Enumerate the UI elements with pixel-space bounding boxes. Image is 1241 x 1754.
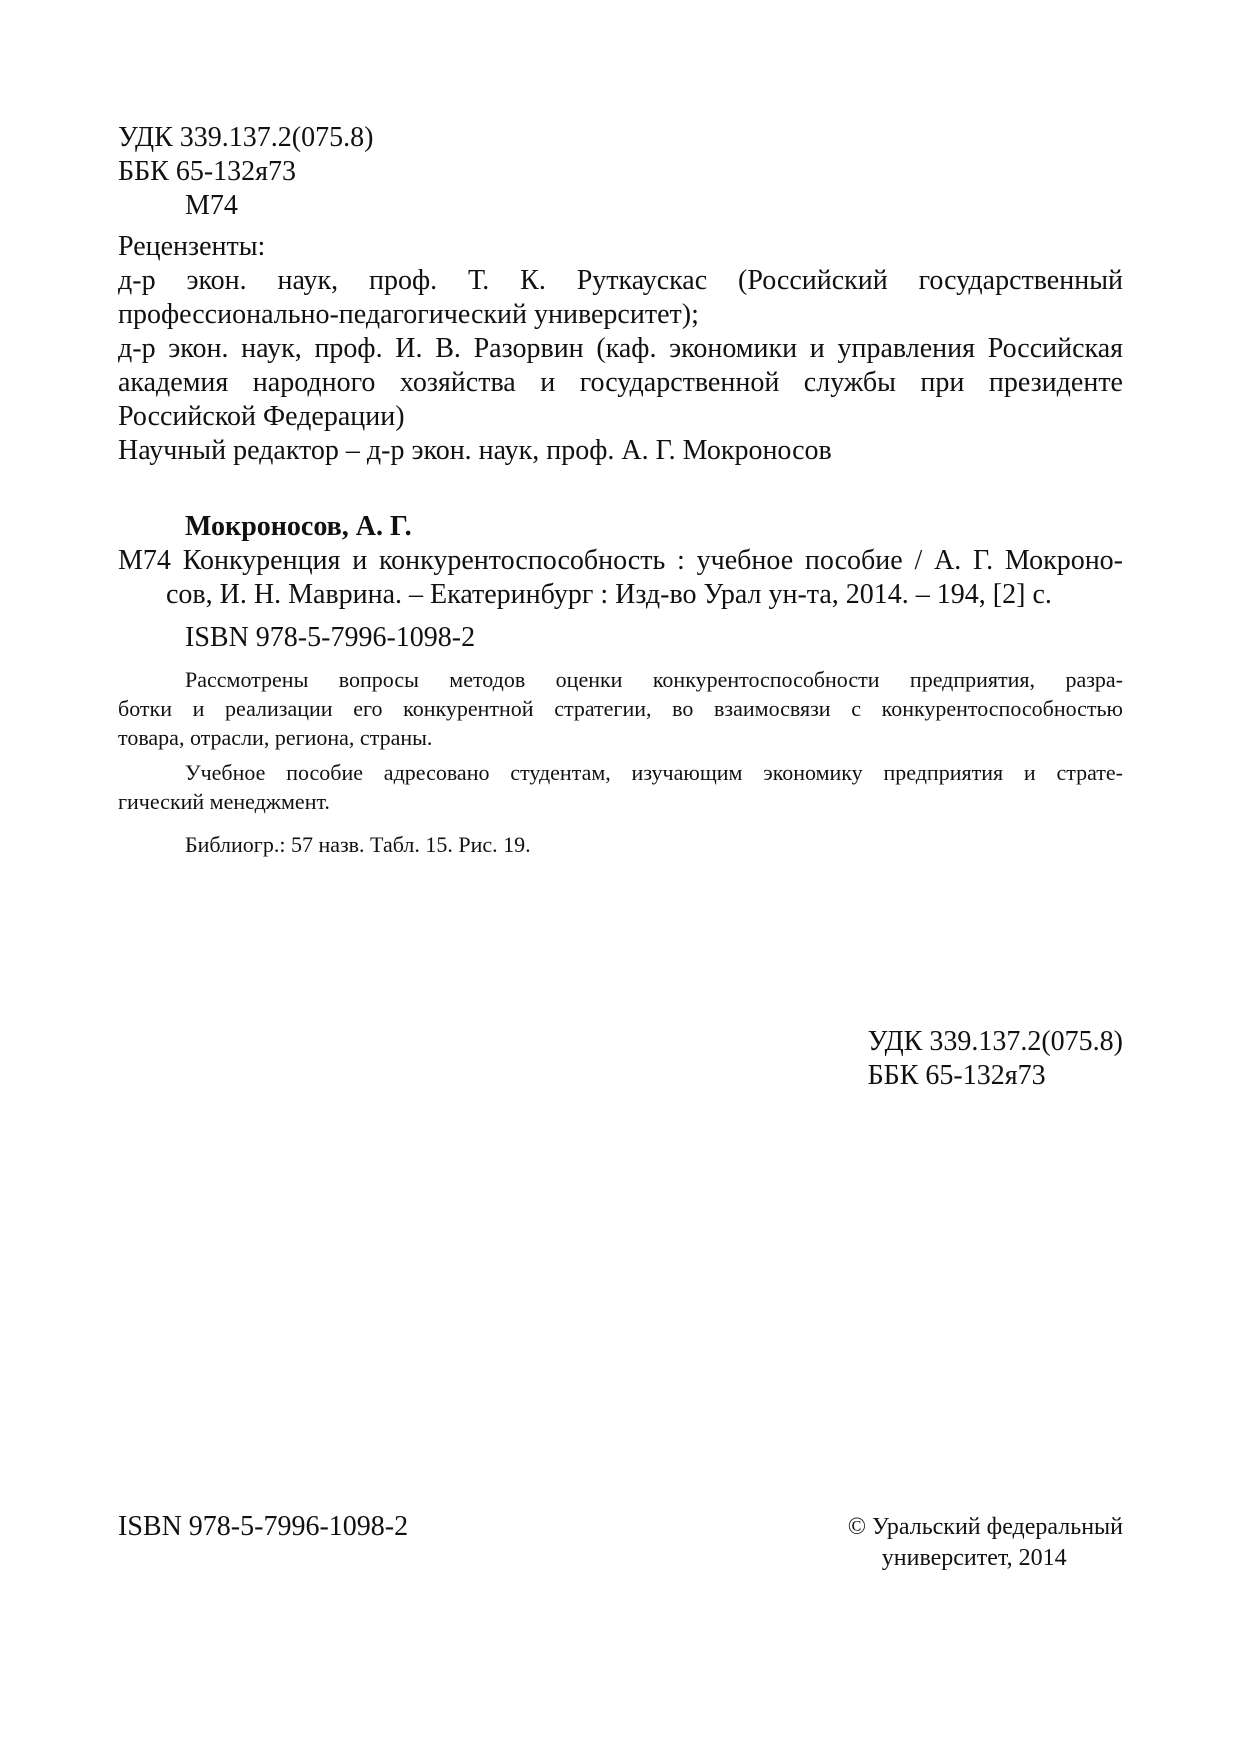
entry-line-1: М74 Конкуренция и конкурентоспособность : учебное пособие / А. Г. Мокроно- — [118, 545, 1123, 576]
bbk-code: ББК 65-132я73 — [118, 156, 297, 187]
annotation-para-2-line-1: Учебное пособие адресовано студентам, изучающим экономику предприятия и страте- — [185, 760, 1123, 785]
bbk-code-bottom: ББК 65-132я73 — [867, 1060, 1046, 1091]
bibliographic-entry — [118, 510, 1123, 655]
reviewer-2-line-2: академия народного хозяйства и государственной службы при президенте — [118, 367, 1123, 398]
scientific-editor: Научный редактор – д-р экон. наук, проф. А. Г. Мокроносов — [118, 435, 832, 466]
annotation-para-2-line-2: гический менеджмент. — [118, 789, 330, 814]
annotation-block — [118, 665, 1123, 859]
entry-line-2: сов, И. Н. Маврина. – Екатеринбург : Изд-во Урал ун-та, 2014. – 194, [2] с. — [166, 579, 1052, 610]
annotation-para-1-line-1: Рассмотрены вопросы методов оценки конкурентоспособности предприятия, разра- — [185, 667, 1123, 692]
reviewers-heading: Рецензенты: — [118, 231, 266, 262]
reviewer-2-line-1: д-р экон. наук, проф. И. В. Разорвин (каф. экономики и управления Российская — [118, 333, 1123, 364]
reviewer-1-line-2: профессионально-педагогический университет); — [118, 299, 699, 330]
udc-code: УДК 339.137.2(075.8) — [118, 122, 374, 153]
copyright-line-2: университет, 2014 — [881, 1545, 1067, 1571]
copyright-block — [848, 1512, 1123, 1574]
isbn-footer-text: ISBN 978-5-7996-1098-2 — [118, 1511, 409, 1542]
bibliography-note: Библиогр.: 57 назв. Табл. 15. Рис. 19. — [185, 832, 531, 857]
reviewer-1-line-1: д-р экон. наук, проф. Т. К. Руткаускас (Российский государственный — [118, 265, 1123, 296]
annotation-para-1-line-2: ботки и реализации его конкурентной стратегии, во взаимосвязи с конкурентоспособностью — [118, 696, 1123, 721]
copyright-line-1: © Уральский федеральный — [847, 1514, 1123, 1540]
classification-bottom — [868, 1025, 1123, 1093]
author-heading: Мокроносов, А. Г. — [185, 511, 412, 542]
reviewers-block — [118, 230, 1123, 468]
isbn-entry: ISBN 978-5-7996-1098-2 — [185, 622, 476, 653]
reviewer-2-line-3: Российской Федерации) — [118, 401, 405, 432]
classification-top — [118, 121, 1123, 223]
author-mark: М74 — [185, 190, 238, 221]
udc-code-bottom: УДК 339.137.2(075.8) — [867, 1026, 1123, 1057]
annotation-para-1-line-3: товара, отрасли, региона, страны. — [118, 725, 433, 750]
